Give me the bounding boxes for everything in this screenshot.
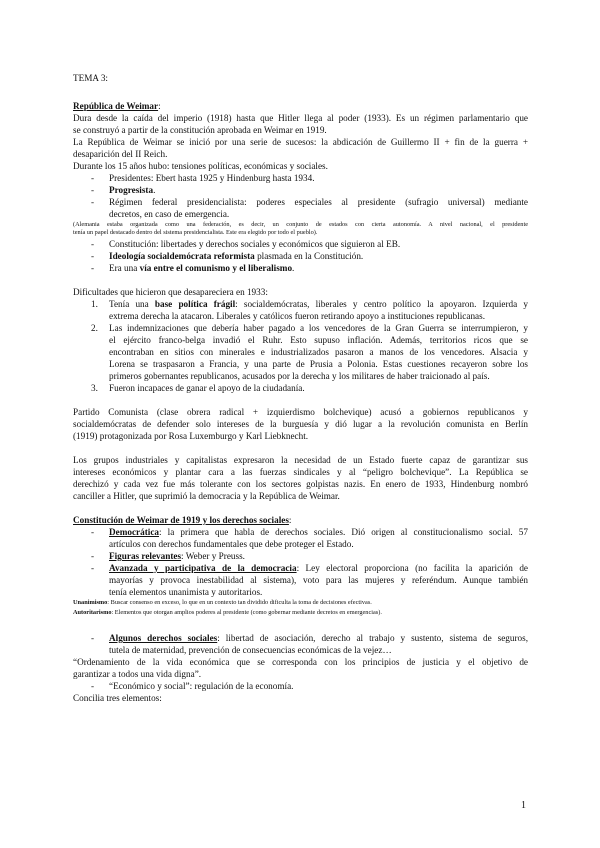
paragraph-line: derechizó y cada vez fue más tolerante con los sectores golpistas nazis. En enero de 1933, Hindenburg nombró: [73, 479, 528, 489]
list-item: Fueron incapaces de ganar el apoyo de la ciudadanía.: [109, 383, 305, 393]
list-item: Las indemnizaciones que debería haber pagado a los vencedores de la Gran Guerra se interrumpieron, y: [109, 323, 528, 333]
bullet-item: Democrática: la primera que habla de derechos sociales. Dió origen al constitucionalismo social. 57: [109, 527, 528, 537]
list-number: 3.: [91, 383, 98, 393]
paragraph-line: desaparición del II Reich.: [73, 149, 168, 159]
list-item-cont: Lorena se traspasaron a Francia, y una parte de Prusia a Polonia. Estas cuestiones recayeron sobre los: [109, 359, 528, 369]
paragraph-line: Dura desde la caída del imperio (1918) hasta que Hitler llega al poder (1933). Es un régimen parlamentario que: [73, 113, 528, 123]
section-heading-weimar: República de Weimar:: [73, 101, 161, 111]
note-line: (Alemania estaba organizada como una federación, es decir, un conjunto de estados con cierta autonomía. A nivel nacional, el presidente: [73, 221, 528, 228]
bullet-dash: -: [91, 251, 95, 261]
paragraph-line: canciller a Hitler, que suprimió la democracia y la República de Weimar.: [73, 491, 340, 501]
list-number: 1.: [91, 299, 98, 309]
heading-text: República de Weimar: [73, 101, 159, 111]
bullet-item: “Económico y social”: regulación de la economía.: [109, 681, 294, 691]
paragraph-line: (1919) protagonizada por Rosa Luxemburgo y Karl Liebknecht.: [73, 431, 309, 441]
paragraph-line: La República de Weimar se inició por una serie de sucesos: la abdicación de Guillermo II + fin de la guerra +: [73, 137, 528, 147]
list-item-cont: el ejército franco-belga invadió el Ruhr. Esto supuso inflación. Además, territorios ricos que se: [109, 335, 528, 345]
bullet-item-cont: artículos con derechos fundamentales que debe proteger el Estado.: [109, 539, 354, 549]
bullet-item-cont: mayorías y provoca inestabilidad al sistema), voto para las mujeres y referéndum. Aunque también: [109, 575, 528, 585]
paragraph-line: Los grupos industriales y capitalistas expresaron la necesidad de un Estado fuerte capaz de garantizar sus: [73, 455, 528, 465]
list-item-cont: primeros gobernantes republicanos, acusados por la derecha y los militares de haber traicionado al país.: [109, 371, 490, 381]
heading-text: Constitución de Weimar de 1919 y los derechos sociales: [73, 515, 289, 525]
bullet-dash: -: [91, 563, 95, 573]
paragraph-line: intereses económicos y plantar cara a las fuerzas sindicales y al “peligro bolchevique”. La República se: [73, 467, 528, 477]
bullet-dash: -: [91, 197, 95, 207]
bullet-item: Presidentes: Ebert hasta 1925 y Hindenburg hasta 1934.: [109, 173, 315, 183]
section-heading-constitucion: Constitución de Weimar de 1919 y los derechos sociales:: [73, 515, 292, 525]
bullet-item: Régimen federal presidencialista: poderes especiales al presidente (sufragio universal) mediante: [109, 197, 528, 207]
bullet-item-cont: tutela de maternidad, prevención de consecuencias económicas de la vejez…: [109, 645, 392, 655]
paragraph-line: Concilia tres elementos:: [73, 693, 162, 703]
paragraph-line: se construyó a partir de la constitución aprobada en Weimar en 1919.: [73, 125, 327, 135]
document-title: TEMA 3:: [73, 73, 108, 83]
list-number: 2.: [91, 323, 98, 333]
note-line: tenía un papel destacado dentro del sistema presidencialista. Este era elegido por todo el pueblo).: [73, 229, 318, 236]
bullet-dash: -: [91, 239, 95, 249]
bullet-dash: -: [91, 263, 95, 273]
bullet-dash: -: [91, 185, 95, 195]
bullet-item: Constitución: libertades y derechos sociales y económicos que siguieron al EB.: [109, 239, 401, 249]
list-item-cont: extrema derecha la atacaron. Liberales y católicos fueron retirando apoyo a instituciones republicanas.: [109, 311, 486, 321]
paragraph-line: socialdemócratas de defender solo intereses de la burguesía y dió lugar a la revolución comunista en Berlín: [73, 419, 528, 429]
bullet-dash: -: [91, 173, 95, 183]
bullet-item-cont: tenía elementos unanimista y autoritarios.: [109, 587, 263, 597]
note-line: Unanimismo: Buscar consenso en exceso, lo que en un contexto tan dividido dificulta la toma de decisiones efectivas.: [73, 599, 372, 606]
bullet-item: Ideología socialdemócrata reformista plasmada en la Constitución.: [109, 251, 364, 261]
list-item: Tenía una base política frágil: socialdemócratas, liberales y centro político la apoyaron. Izquierda y: [109, 299, 528, 309]
bullet-dash: -: [91, 527, 95, 537]
bullet-dash: -: [91, 551, 95, 561]
paragraph-line: Durante los 15 años hubo: tensiones políticas, económicas y sociales.: [73, 161, 328, 171]
note-line: Autoritarismo: Elementos que otorgan amplios poderes al presidente (como gobernar mediante decretos en emergencias).: [73, 609, 382, 616]
bullet-item-cont: decretos, en caso de emergencia.: [109, 209, 230, 219]
bullet-dash: -: [91, 633, 95, 643]
paragraph-line: Partido Comunista (clase obrera radical + izquierdismo bolchevique) acusó a gobiernos republicanos y: [73, 407, 528, 417]
bullet-item: Era una vía entre el comunismo y el liberalismo.: [109, 263, 295, 273]
paragraph-line: Dificultades que hicieron que desapareciera en 1933:: [73, 287, 268, 297]
bullet-dash: -: [91, 681, 95, 691]
page-number: 1: [521, 800, 526, 811]
list-item-cont: encontraban en sitios con minerales e industrializados pasaron a manos de los vencedores. Alsacia y: [109, 347, 528, 357]
bullet-item: Avanzada y participativa de la democracia: Ley electoral proporciona (no facilita la aparición de: [109, 563, 528, 573]
quote-line: garantizar a todos una vida digna”.: [73, 669, 202, 679]
bullet-item: Progresista.: [109, 185, 156, 195]
bullet-item: Algunos derechos sociales: libertad de asociación, derecho al trabajo y sustento, sistema de seguros,: [109, 633, 528, 643]
quote-line: “Ordenamiento de la vida económica que se corresponda con los principios de justicia y el objetivo de: [73, 657, 528, 667]
bullet-item: Figuras relevantes: Weber y Preuss.: [109, 551, 245, 561]
